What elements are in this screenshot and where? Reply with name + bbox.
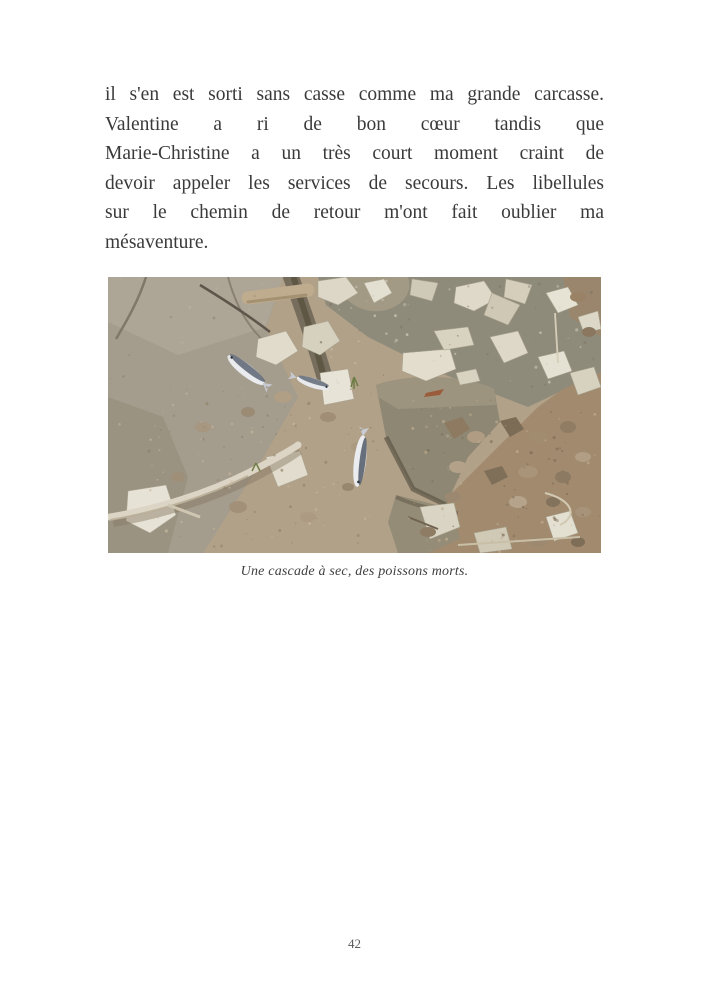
page-number: 42 — [348, 936, 361, 951]
body-line: Marie-Christine a un très court moment craint de — [105, 143, 604, 164]
photo-dry-streambed — [108, 277, 601, 553]
body-line: Valentine a ri de bon cœur tandis que — [105, 113, 604, 135]
body-paragraph — [105, 80, 604, 257]
body-line: mésaventure. — [105, 231, 209, 253]
figure-dry-waterfall — [108, 277, 601, 580]
body-line: il s'en est sorti sans casse comme ma grande carcasse. — [105, 84, 604, 105]
body-line: sur le chemin de retour m'ont fait oublier ma — [105, 202, 604, 223]
photo-caption: Une cascade à sec, des poissons morts. — [240, 564, 469, 579]
body-line: devoir appeler les services de secours. Les libellules — [105, 172, 604, 194]
